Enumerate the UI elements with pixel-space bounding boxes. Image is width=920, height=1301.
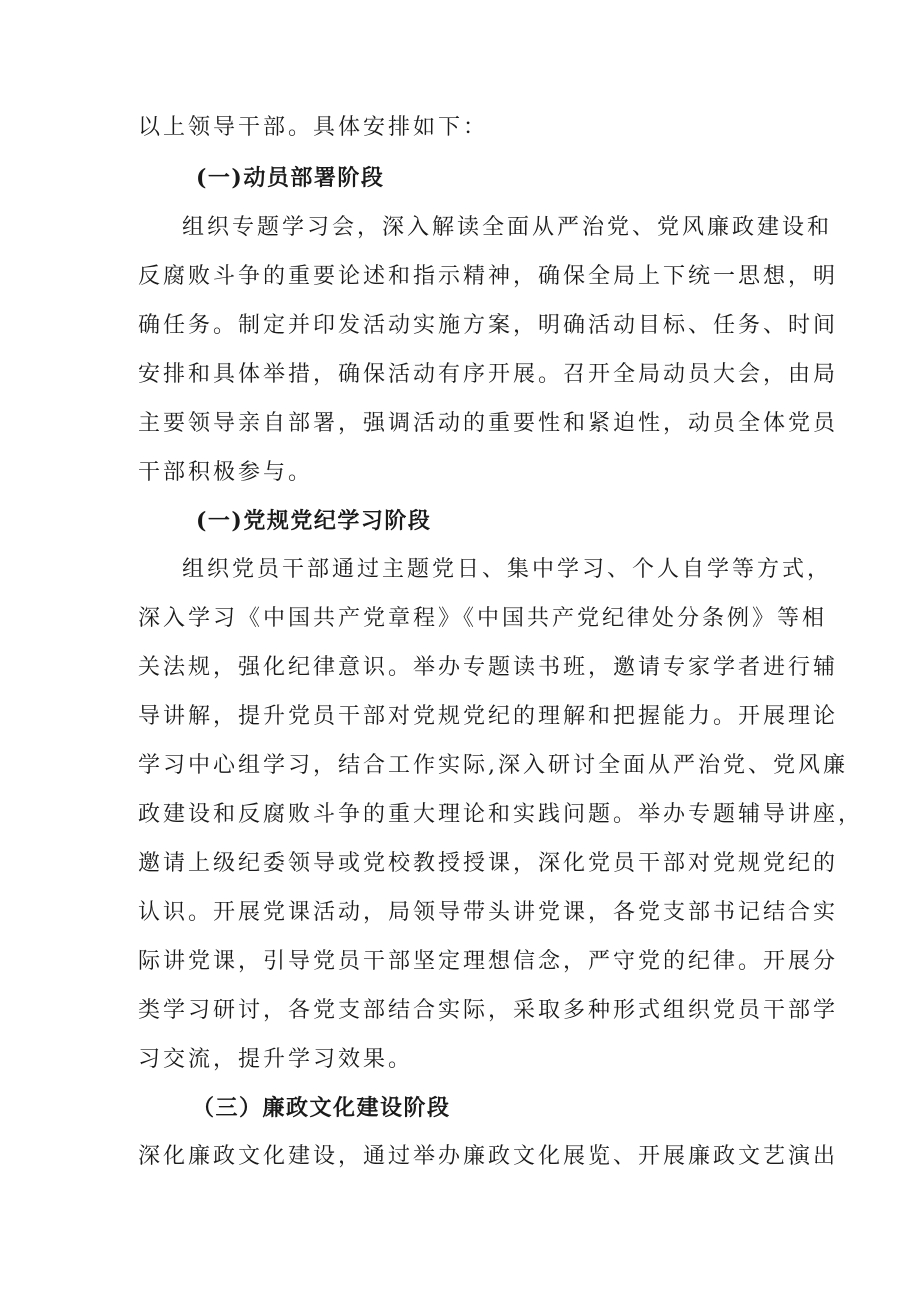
intro-paragraph-tail: 以上领导干部。具体安排如下： [138,115,489,140]
paragraph-line: 确任务。制定并印发活动实施方案，明确活动目标、任务、时间 [138,313,839,338]
paragraph-line: 反腐败斗争的重要论述和指示精神，确保全局上下统一思想，明 [138,264,839,289]
paragraph-line: 导讲解，提升党员干部对党规党纪的理解和把握能力。开展理论 [138,704,839,729]
paragraph-line: 学习中心组学习，结合工作实际,深入研讨全面从严治党、党风廉 [138,753,848,778]
paragraph-line: 组织党员干部通过主题党日、集中学习、个人自学等方式， [182,557,833,582]
paragraph-line: 安排和具体举措，确保活动有序开展。召开全局动员大会，由局 [138,362,839,387]
paragraph-line: 深化廉政文化建设，通过举办廉政文化展览、开展廉政文艺演出 [138,1144,839,1169]
section-heading-discipline-study: (一)党规党纪学习阶段 [196,508,432,534]
paragraph-line: 组织专题学习会，深入解读全面从严治党、党风廉政建设和 [182,215,833,240]
paragraph-line: 类学习研讨，各党支部结合实际，采取多种形式组织党员干部学 [138,998,839,1023]
paragraph-line: 政建设和反腐败斗争的重大理论和实践问题。举办专题辅导讲座， [138,802,864,827]
paragraph-line: 认识。开展党课活动，局领导带头讲党课，各党支部书记结合实 [138,900,839,925]
paragraph-line: 际讲党课，引导党员干部坚定理想信念，严守党的纪律。开展分 [138,949,839,974]
paragraph-line: 干部积极参与。 [138,460,314,485]
paragraph-line: 深入学习《中国共产党章程》《中国共产党纪律处分条例》等相 [138,606,828,631]
paragraph-line: 习交流，提升学习效果。 [138,1047,414,1072]
section-heading-integrity-culture: （三）廉政文化建设阶段 [192,1095,451,1121]
section-heading-mobilization: (一)动员部署阶段 [196,165,385,191]
paragraph-line: 关法规，强化纪律意识。举办专题读书班，邀请专家学者进行辅 [138,655,839,680]
paragraph-line: 邀请上级纪委领导或党校教授授课，深化党员干部对党规党纪的 [138,851,839,876]
paragraph-line: 主要领导亲自部署，强调活动的重要性和紧迫性，动员全体党员 [138,411,839,436]
